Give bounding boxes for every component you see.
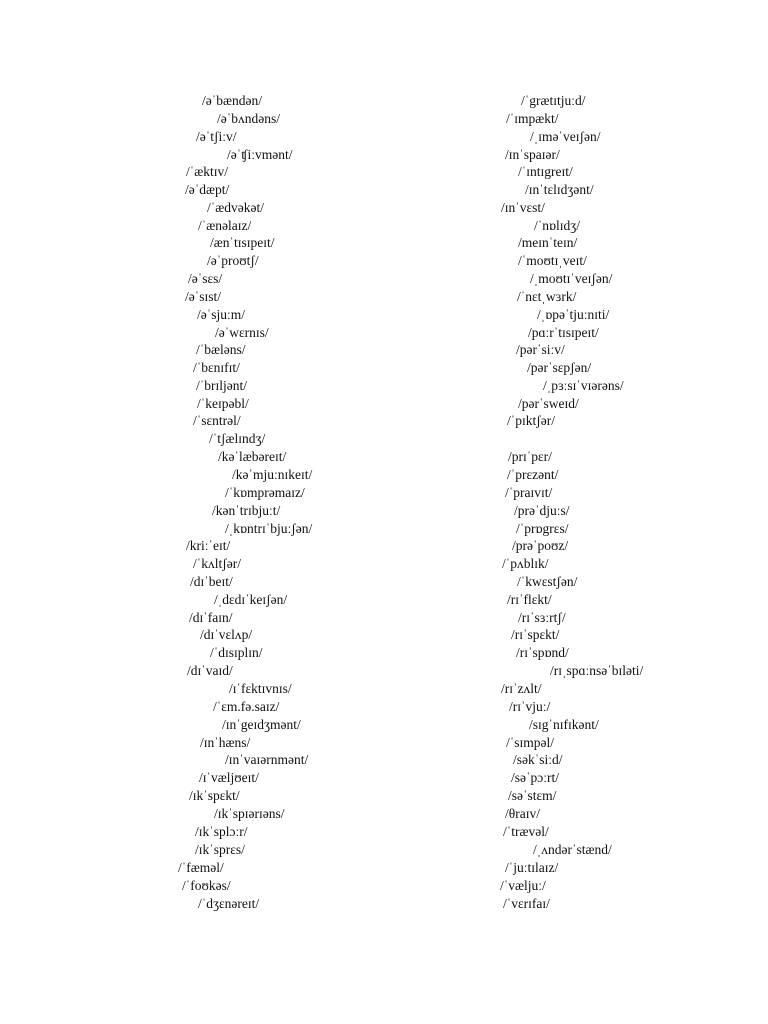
pronunciation-entry: /səˈpɔːrt/ bbox=[511, 770, 559, 785]
pronunciation-entry: /ɪkˈsplɔːr/ bbox=[195, 824, 248, 839]
pronunciation-entry: /ˈkɒmprəmaɪz/ bbox=[225, 485, 305, 500]
pronunciation-entry: /dɪˈbeɪt/ bbox=[190, 574, 233, 589]
pronunciation-entry: /sɪgˈnɪfɪkənt/ bbox=[529, 717, 599, 732]
pronunciation-entry: /ˈsɪmpəl/ bbox=[506, 735, 554, 750]
pronunciation-entry: /prəˈdjuːs/ bbox=[514, 503, 570, 518]
pronunciation-entry: /ˈpraɪvɪt/ bbox=[505, 485, 553, 500]
pronunciation-entry: /ˈpɪktʃər/ bbox=[507, 413, 555, 428]
pronunciation-entry: /ˈvæljuː/ bbox=[500, 878, 546, 893]
pronunciation-entry: /ˈkʌltʃər/ bbox=[193, 556, 241, 571]
pronunciation-entry: /ˌdɛdɪˈkeɪʃən/ bbox=[214, 592, 288, 607]
pronunciation-entry: /ˈnɛtˌwɜrk/ bbox=[517, 289, 577, 304]
pronunciation-entry: /pɑːrˈtɪsɪpeɪt/ bbox=[528, 325, 599, 340]
pronunciation-entry: /ˈsɛntrəl/ bbox=[193, 413, 241, 428]
pronunciation-entry: /rɪˌspɑːnsəˈbɪləti/ bbox=[550, 663, 644, 678]
pronunciation-entry: /ˌɒpəˈtjuːnɪti/ bbox=[537, 307, 610, 322]
pronunciation-entry: /θraɪv/ bbox=[505, 806, 540, 821]
pronunciation-entry: /ˈtrævəl/ bbox=[503, 824, 549, 839]
pronunciation-entry: /ˈtʃælɪndʒ/ bbox=[209, 431, 266, 446]
pronunciation-entry: /prəˈpoʊz/ bbox=[512, 538, 569, 553]
pronunciation-entry: /ˈbæləns/ bbox=[196, 342, 246, 357]
pronunciation-entry: /ˈvɛrɪfaɪ/ bbox=[503, 896, 550, 911]
pronunciation-entry: /ˈprɒgrɛs/ bbox=[516, 521, 569, 536]
pronunciation-entry: /əˈdæpt/ bbox=[185, 182, 230, 197]
pronunciation-entry: /ˈbɛnɪfɪt/ bbox=[193, 360, 240, 375]
pronunciation-entry: /ˈɪmpækt/ bbox=[506, 111, 559, 126]
pronunciation-entry: /ˈbrɪljənt/ bbox=[196, 378, 247, 393]
pronunciation-entry: /ɪˈfɛktɪvnɪs/ bbox=[229, 681, 292, 696]
pronunciation-entry: /ɪnˈgeɪdʒmənt/ bbox=[222, 717, 301, 732]
pronunciation-entry: /ˈæktɪv/ bbox=[186, 164, 229, 179]
pronunciation-entry: /ˈɪntɪgreɪt/ bbox=[518, 164, 573, 179]
pronunciation-entry: /rɪˈzʌlt/ bbox=[501, 681, 542, 696]
pronunciation-entry: /ɪnˈspaɪər/ bbox=[505, 147, 560, 162]
pronunciation-entry: /dɪˈfaɪn/ bbox=[189, 610, 233, 625]
pronunciation-entry: /rɪˈsɜːrtʃ/ bbox=[518, 610, 566, 625]
pronunciation-entry: /əˈtʃiːv/ bbox=[196, 129, 237, 144]
pronunciation-entry: /ɪkˈsprɛs/ bbox=[195, 842, 245, 857]
pronunciation-entry: /kəˈmjuːnɪkeɪt/ bbox=[232, 467, 313, 482]
pronunciation-entry: /ˈfæməl/ bbox=[178, 860, 224, 875]
pronunciation-entry: /ɪkˈspɛkt/ bbox=[189, 788, 240, 803]
pronunciation-entry: /ɪnˈhæns/ bbox=[200, 735, 251, 750]
pronunciation-entry: /əˈsjuːm/ bbox=[197, 307, 245, 322]
pronunciation-entry: /əˈbʌndəns/ bbox=[217, 111, 280, 126]
pronunciation-entry: /ˈpʌblɪk/ bbox=[502, 556, 549, 571]
pronunciation-entry: /ɪkˈspɪərɪəns/ bbox=[214, 806, 285, 821]
pronunciation-entry: /ˈfoʊkəs/ bbox=[182, 878, 231, 893]
pronunciation-entry: /səˈstɛm/ bbox=[508, 788, 557, 803]
pronunciation-entry: /əˈproʊtʃ/ bbox=[207, 253, 259, 268]
pronunciation-entry: /əˈʧiːvmənt/ bbox=[227, 147, 293, 162]
pronunciation-entry: /ˈædvəkət/ bbox=[207, 200, 264, 215]
pronunciation-entry: /ˌmoʊtɪˈveɪʃən/ bbox=[530, 271, 613, 286]
pronunciation-entry: /meɪnˈteɪn/ bbox=[518, 235, 578, 250]
pronunciation-entry: /rɪˈflɛkt/ bbox=[507, 592, 552, 607]
pronunciation-entry: /ˈænəlaɪz/ bbox=[198, 218, 252, 233]
pronunciation-entry: /ˈprɛzənt/ bbox=[507, 467, 559, 482]
pronunciation-entry: /prɪˈpɛr/ bbox=[508, 449, 552, 464]
pronunciation-entry: /ˈdɪsɪplɪn/ bbox=[210, 645, 263, 660]
pronunciation-entry: /ɪnˈtɛlɪdʒənt/ bbox=[525, 182, 594, 197]
pronunciation-entry: /ˈɛm.fə.saɪz/ bbox=[213, 699, 280, 714]
pronunciation-entry: /ˌpɜːsɪˈvɪərəns/ bbox=[543, 378, 624, 393]
pronunciation-entry: /əˈsɪst/ bbox=[185, 289, 221, 304]
pronunciation-entry: /ˌʌndərˈstænd/ bbox=[533, 842, 612, 857]
pronunciation-entry: /ɪnˈvɛst/ bbox=[501, 200, 545, 215]
pronunciation-entry: /ˈkeɪpəbl/ bbox=[197, 396, 249, 411]
pronunciation-entry: /əˈwɛrnɪs/ bbox=[215, 325, 269, 340]
pronunciation-entry: /kriːˈeɪt/ bbox=[186, 538, 231, 553]
pronunciation-entry: /rɪˈspɒnd/ bbox=[516, 645, 569, 660]
pronunciation-entry: /pərˈsɛpʃən/ bbox=[527, 360, 592, 375]
pronunciation-entry: /ænˈtɪsɪpeɪt/ bbox=[210, 235, 275, 250]
pronunciation-entry: /ˈdʒɛnəreɪt/ bbox=[198, 896, 260, 911]
pronunciation-entry: /ˈnɒlɪdʒ/ bbox=[534, 218, 581, 233]
pronunciation-entry: /ˌɪməˈveɪʃən/ bbox=[530, 129, 601, 144]
pronunciation-entry: /ˈkwɛstʃən/ bbox=[517, 574, 578, 589]
pronunciation-entry: /ˈjuːtɪlaɪz/ bbox=[505, 860, 559, 875]
pronunciation-entry: /ɪnˈvaɪərnmənt/ bbox=[225, 752, 309, 767]
pronunciation-entry: /əˈsɛs/ bbox=[188, 271, 223, 286]
pronunciation-entry: /dɪˈvɛlʌp/ bbox=[200, 627, 253, 642]
pronunciation-entry: /rɪˈspɛkt/ bbox=[511, 627, 560, 642]
pronunciation-entry: /kənˈtrɪbjuːt/ bbox=[212, 503, 281, 518]
pronunciation-entry: /ɪˈvæljʊeɪt/ bbox=[199, 770, 259, 785]
pronunciation-entry: /pərˈsiːv/ bbox=[516, 342, 565, 357]
pronunciation-entry: /rɪˈvjuː/ bbox=[509, 699, 551, 714]
pronunciation-entry: /dɪˈvaɪd/ bbox=[187, 663, 233, 678]
pronunciation-entry: /pərˈsweɪd/ bbox=[518, 396, 579, 411]
pronunciation-entry: /ˌkɒntrɪˈbjuːʃən/ bbox=[225, 521, 313, 536]
pronunciation-entry: /səkˈsiːd/ bbox=[513, 752, 563, 767]
pronunciation-entry: /əˈbændən/ bbox=[202, 93, 262, 108]
pronunciation-entry: /ˈmoʊtɪˌveɪt/ bbox=[518, 253, 587, 268]
pronunciation-entry: /kəˈlæbəreɪt/ bbox=[218, 449, 287, 464]
pronunciation-entry: /ˈgrætɪtjuːd/ bbox=[521, 93, 586, 108]
